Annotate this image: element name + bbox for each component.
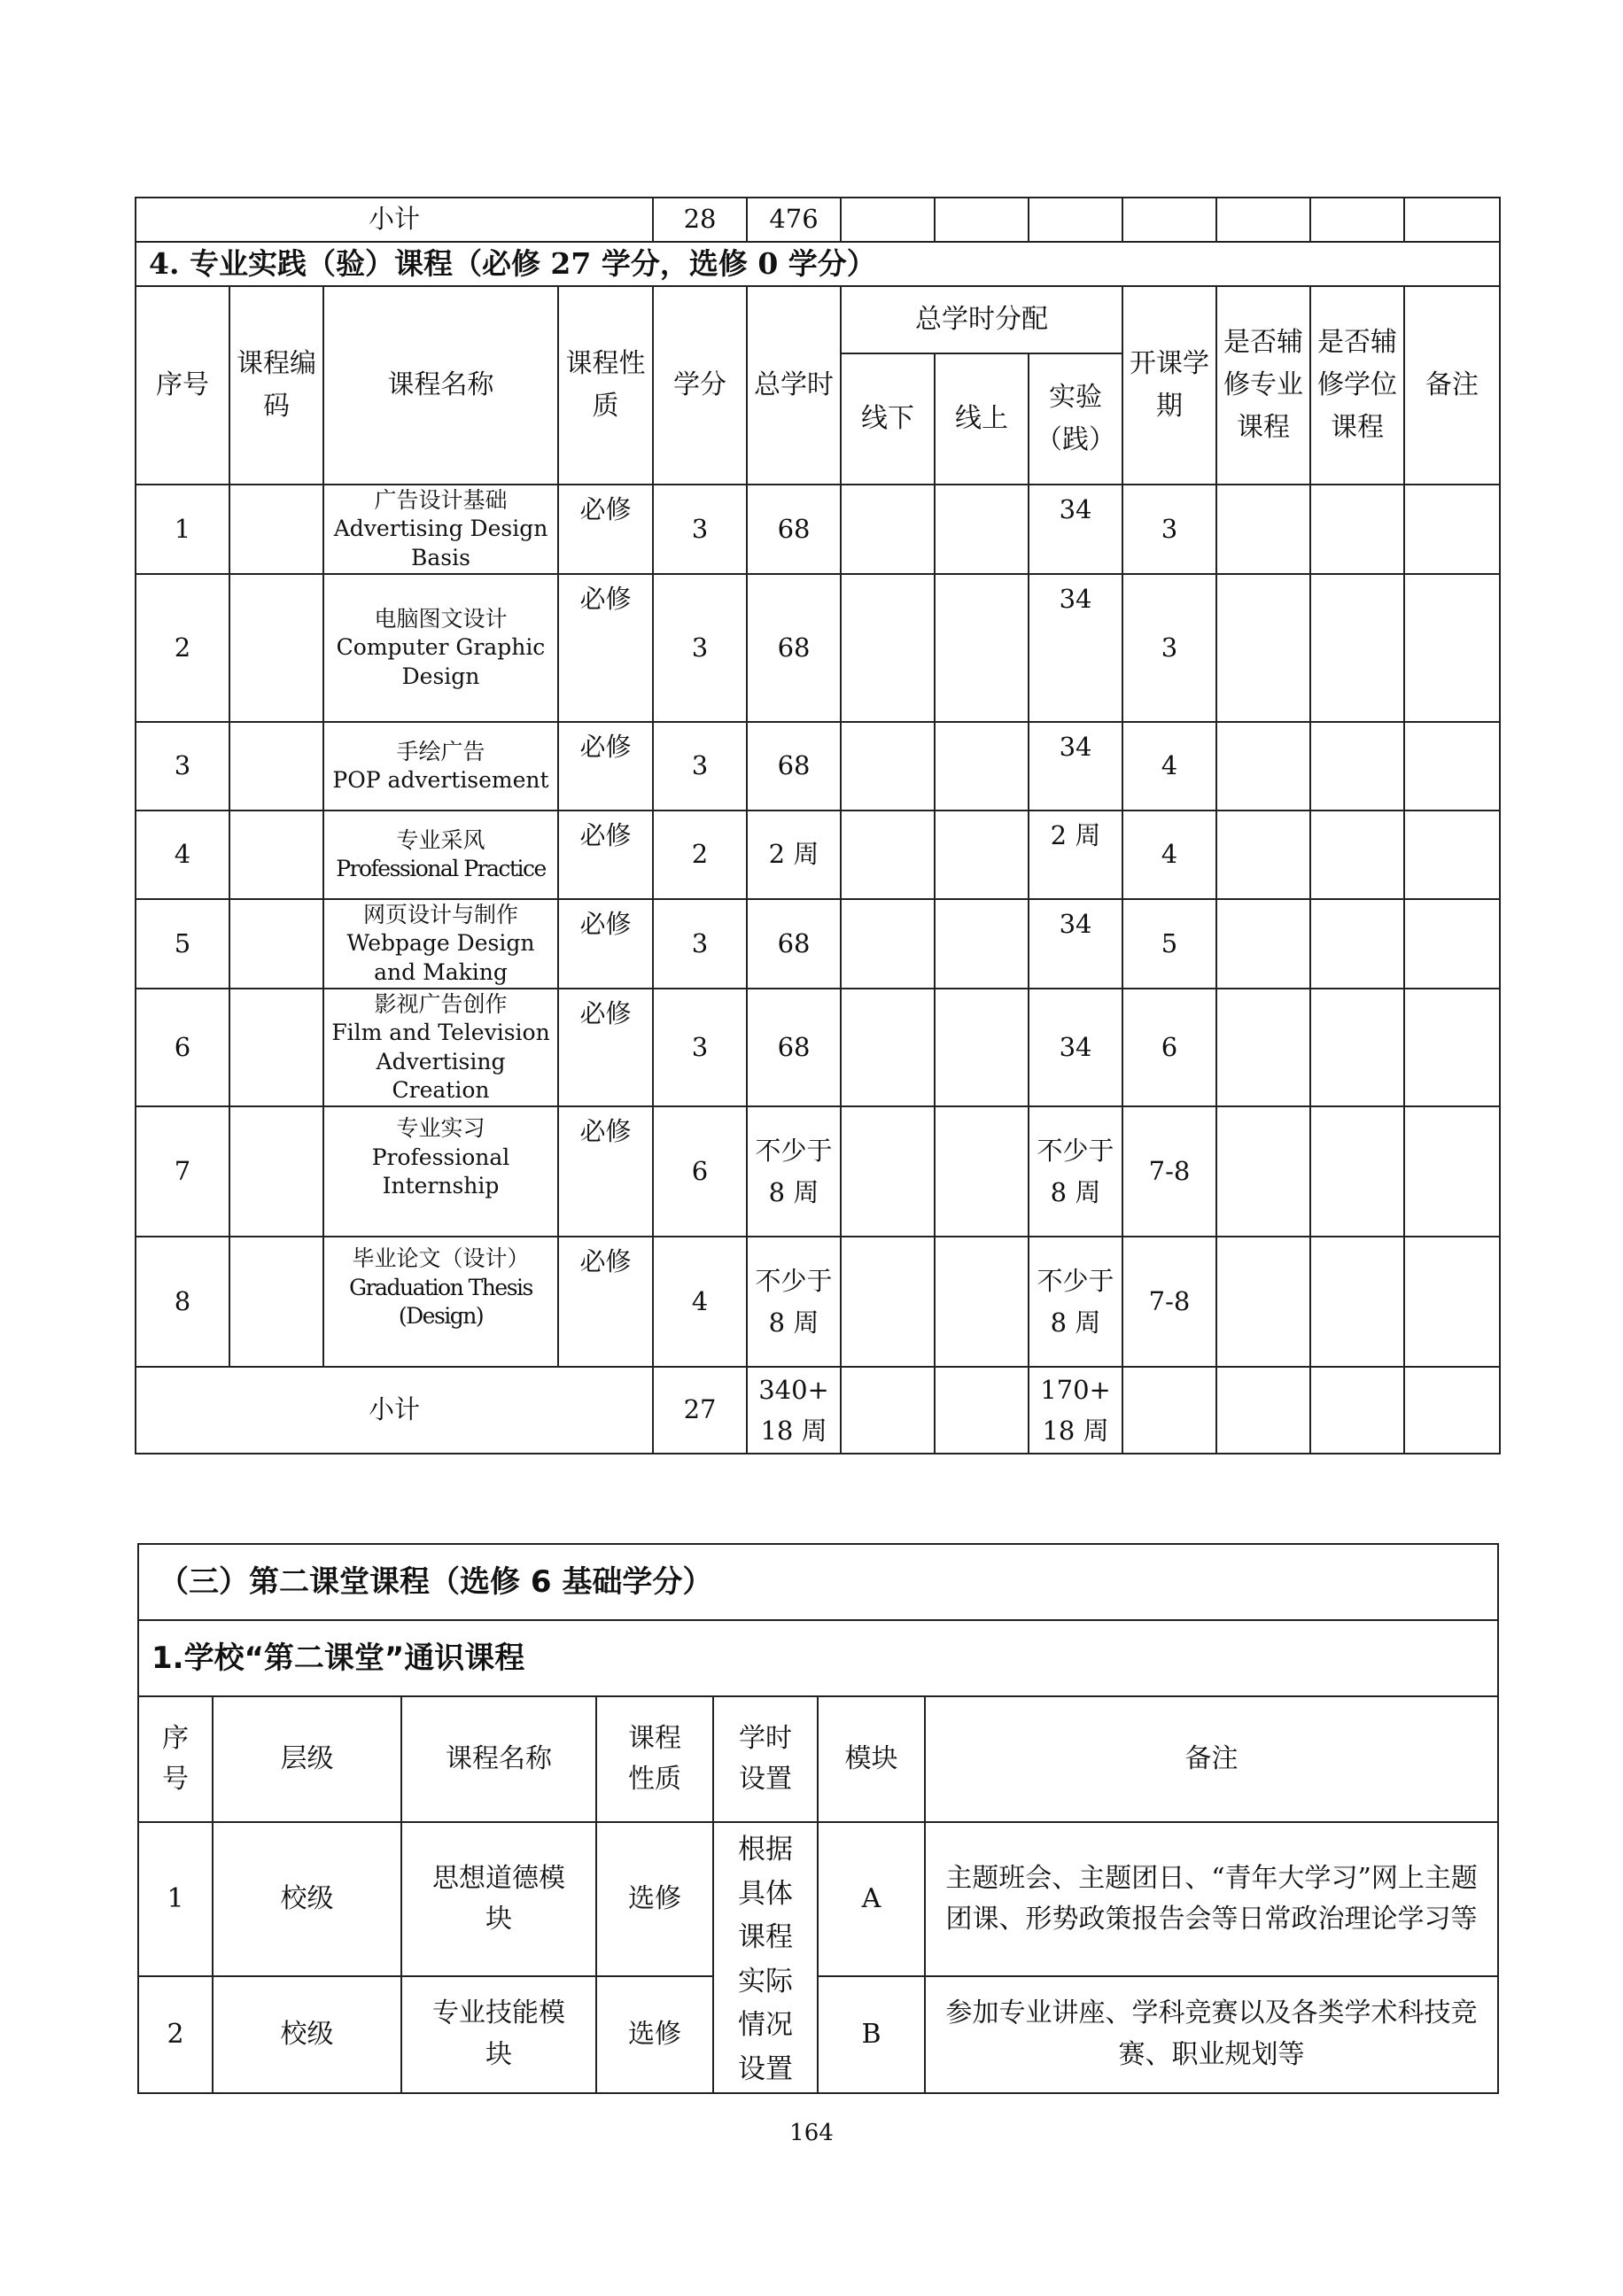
second-classroom-table bbox=[137, 1543, 1499, 2094]
header-remarks: 备注 bbox=[1404, 286, 1500, 485]
section-title: （三）第二课堂课程（选修 6 基础学分） bbox=[138, 1544, 1498, 1620]
table-row bbox=[136, 1237, 1500, 1367]
course-name-cell: 专业实习 Professional Internship bbox=[323, 1106, 558, 1237]
nature-cell: 必修 bbox=[558, 899, 653, 989]
header-row bbox=[138, 1696, 1498, 1822]
header-level: 层级 bbox=[213, 1696, 401, 1822]
remarks-cell: 参加专业讲座、学科竞赛以及各类学术科技竞赛、职业规划等 bbox=[925, 1976, 1498, 2093]
hours-cell: 68 bbox=[747, 485, 841, 574]
table-row bbox=[136, 1106, 1500, 1237]
seq-cell: 4 bbox=[136, 811, 229, 899]
page-number: 164 bbox=[789, 2120, 834, 2146]
subtotal-label: 小计 bbox=[136, 1367, 653, 1454]
section-title-row bbox=[136, 242, 1500, 286]
module-cell: A bbox=[818, 1822, 925, 1976]
credits-cell: 2 bbox=[653, 811, 747, 899]
header-minor-major: 是否辅修专业课程 bbox=[1216, 286, 1310, 485]
subsection-title: 1.学校“第二课堂”通识课程 bbox=[138, 1620, 1498, 1696]
header-distribution: 总学时分配 bbox=[841, 286, 1122, 353]
lab-cell: 34 bbox=[1029, 574, 1122, 722]
credits-cell: 6 bbox=[653, 1106, 747, 1237]
level-cell: 校级 bbox=[213, 1976, 401, 2093]
nature-cell: 选修 bbox=[596, 1976, 713, 2093]
credits-cell: 3 bbox=[653, 989, 747, 1106]
header-semester: 开课学期 bbox=[1122, 286, 1216, 485]
header-nature: 课程性质 bbox=[558, 286, 653, 485]
nature-cell: 必修 bbox=[558, 574, 653, 722]
subsection-title-row bbox=[138, 1620, 1498, 1696]
lab-cell: 2 周 bbox=[1029, 811, 1122, 899]
course-name-cell: 影视广告创作 Film and Television Advertising Creation bbox=[323, 989, 558, 1106]
header-code: 课程编码 bbox=[229, 286, 323, 485]
seq-cell: 6 bbox=[136, 989, 229, 1106]
header-total-hours: 总学时 bbox=[747, 286, 841, 485]
level-cell: 校级 bbox=[213, 1822, 401, 1976]
nature-cell: 必修 bbox=[558, 989, 653, 1106]
course-name-cell: 手绘广告 POP advertisement bbox=[323, 722, 558, 811]
header-name: 课程名称 bbox=[401, 1696, 596, 1822]
table-row bbox=[136, 574, 1500, 722]
seq-cell: 2 bbox=[136, 574, 229, 722]
header-credits: 学分 bbox=[653, 286, 747, 485]
seq-cell: 1 bbox=[136, 485, 229, 574]
hours-cell: 不少于 8 周 bbox=[747, 1106, 841, 1237]
subtotal-hours: 340+ 18 周 bbox=[747, 1367, 841, 1454]
hours-setting-cell: 根据具体课程实际情况设置 bbox=[713, 1822, 818, 2093]
nature-cell: 选修 bbox=[596, 1822, 713, 1976]
hours-cell: 68 bbox=[747, 899, 841, 989]
credits-cell: 3 bbox=[653, 574, 747, 722]
subtotal-hours: 476 bbox=[747, 198, 841, 242]
table-row bbox=[136, 811, 1500, 899]
seq-cell: 1 bbox=[138, 1822, 213, 1976]
header-minor-degree: 是否辅修学位课程 bbox=[1310, 286, 1404, 485]
hours-cell: 68 bbox=[747, 574, 841, 722]
credits-cell: 3 bbox=[653, 722, 747, 811]
nature-cell: 必修 bbox=[558, 722, 653, 811]
seq-cell: 3 bbox=[136, 722, 229, 811]
section-title-row bbox=[138, 1544, 1498, 1620]
lab-cell: 不少于 8 周 bbox=[1029, 1237, 1122, 1367]
semester-cell: 4 bbox=[1122, 722, 1216, 811]
course-name-cell: 广告设计基础 Advertising Design Basis bbox=[323, 485, 558, 574]
lab-cell: 34 bbox=[1029, 722, 1122, 811]
header-name: 课程名称 bbox=[323, 286, 558, 485]
subtotal-label: 小计 bbox=[136, 198, 653, 242]
header-remarks: 备注 bbox=[925, 1696, 1498, 1822]
credits-cell: 3 bbox=[653, 485, 747, 574]
nature-cell: 必修 bbox=[558, 1106, 653, 1237]
credits-cell: 3 bbox=[653, 899, 747, 989]
section-title: 4. 专业实践（验）课程（必修 27 学分，选修 0 学分） bbox=[136, 242, 1500, 286]
table-row bbox=[138, 1822, 1498, 1976]
practice-course-table bbox=[135, 197, 1501, 1454]
table-row bbox=[136, 722, 1500, 811]
semester-cell: 3 bbox=[1122, 485, 1216, 574]
course-name-cell: 电脑图文设计 Computer Graphic Design bbox=[323, 574, 558, 722]
semester-cell: 7-8 bbox=[1122, 1106, 1216, 1237]
nature-cell: 必修 bbox=[558, 811, 653, 899]
table-row bbox=[136, 899, 1500, 989]
lab-cell: 34 bbox=[1029, 485, 1122, 574]
semester-cell: 7-8 bbox=[1122, 1237, 1216, 1367]
table-row bbox=[138, 1976, 1498, 2093]
nature-cell: 必修 bbox=[558, 1237, 653, 1367]
subtotal-row-top bbox=[136, 198, 1500, 242]
semester-cell: 3 bbox=[1122, 574, 1216, 722]
subtotal-lab: 170+ 18 周 bbox=[1029, 1367, 1122, 1454]
course-name-cell: 网页设计与制作 Webpage Design and Making bbox=[323, 899, 558, 989]
course-name-cell: 毕业论文（设计） Graduation Thesis (Design) bbox=[323, 1237, 558, 1367]
hours-cell: 2 周 bbox=[747, 811, 841, 899]
seq-cell: 2 bbox=[138, 1976, 213, 2093]
subtotal-credits: 27 bbox=[653, 1367, 747, 1454]
seq-cell: 8 bbox=[136, 1237, 229, 1367]
name-cell: 专业技能模块 bbox=[401, 1976, 596, 2093]
subtotal-row bbox=[136, 1367, 1500, 1454]
header-offline: 线下 bbox=[841, 353, 935, 485]
header-lab: 实验（践） bbox=[1029, 353, 1122, 485]
header-module: 模块 bbox=[818, 1696, 925, 1822]
remarks-cell: 主题班会、主题团日、“青年大学习”网上主题团课、形势政策报告会等日常政治理论学习等 bbox=[925, 1822, 1498, 1976]
lab-cell: 不少于 8 周 bbox=[1029, 1106, 1122, 1237]
seq-cell: 5 bbox=[136, 899, 229, 989]
table-row bbox=[136, 485, 1500, 574]
header-online: 线上 bbox=[935, 353, 1029, 485]
name-cell: 思想道德模块 bbox=[401, 1822, 596, 1976]
hours-cell: 68 bbox=[747, 989, 841, 1106]
semester-cell: 6 bbox=[1122, 989, 1216, 1106]
lab-cell: 34 bbox=[1029, 899, 1122, 989]
header-hours: 学时设置 bbox=[713, 1696, 818, 1822]
hours-cell: 68 bbox=[747, 722, 841, 811]
module-cell: B bbox=[818, 1976, 925, 2093]
header-row bbox=[136, 286, 1500, 353]
seq-cell: 7 bbox=[136, 1106, 229, 1237]
subtotal-credits: 28 bbox=[653, 198, 747, 242]
header-seq: 序号 bbox=[136, 286, 229, 485]
credits-cell: 4 bbox=[653, 1237, 747, 1367]
nature-cell: 必修 bbox=[558, 485, 653, 574]
table-row bbox=[136, 989, 1500, 1106]
course-name-cell: 专业采风 Professional Practice bbox=[323, 811, 558, 899]
semester-cell: 5 bbox=[1122, 899, 1216, 989]
hours-cell: 不少于 8 周 bbox=[747, 1237, 841, 1367]
header-nature: 课程性质 bbox=[596, 1696, 713, 1822]
semester-cell: 4 bbox=[1122, 811, 1216, 899]
lab-cell: 34 bbox=[1029, 989, 1122, 1106]
header-seq: 序号 bbox=[138, 1696, 213, 1822]
